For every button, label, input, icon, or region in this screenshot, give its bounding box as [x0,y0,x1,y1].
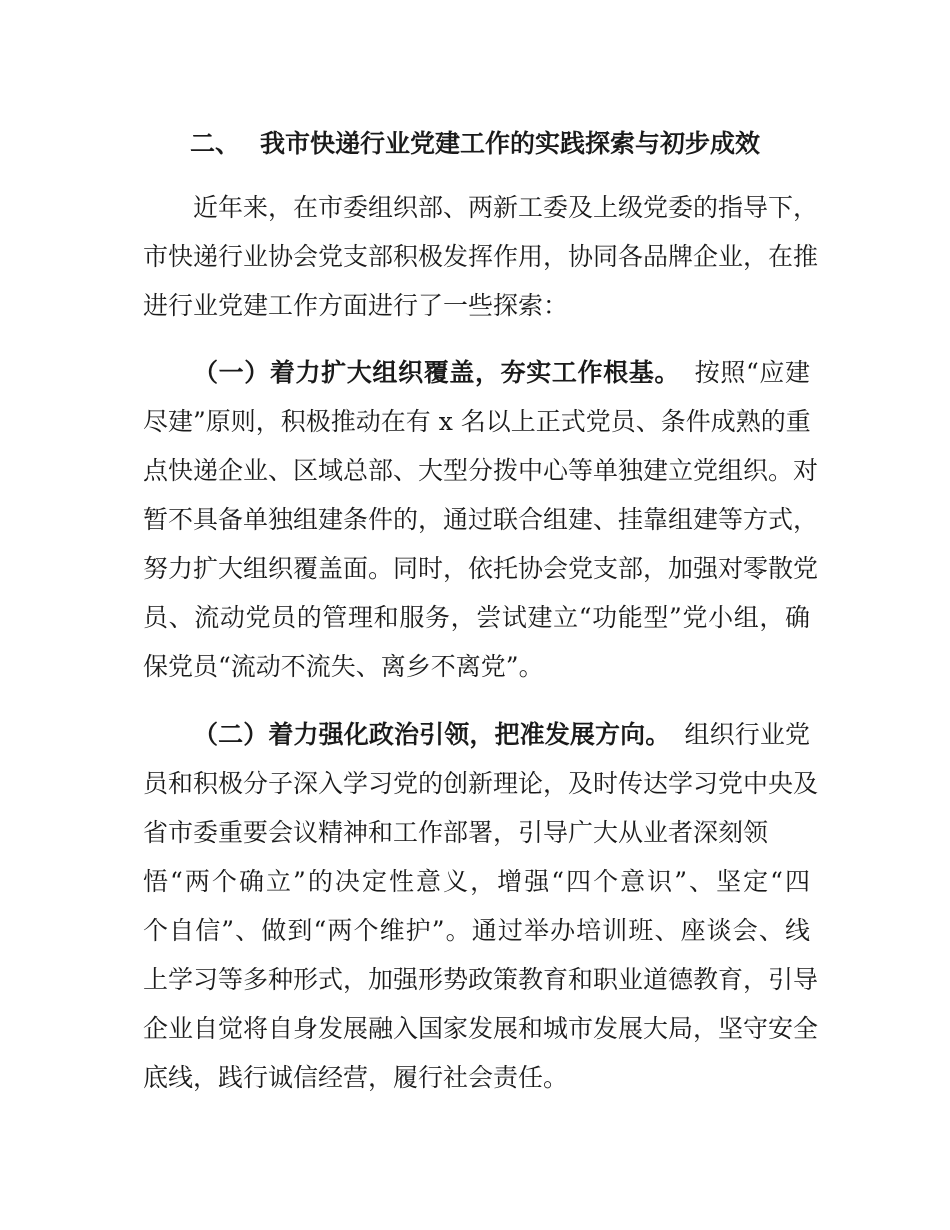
intro-line-1: 近年来，在市委组织部、两新工委及上级党委的指导下， [193,193,819,222]
section2-line-3: 省市委重要会议精神和工作部署，引导广大从业者深刻领 [143,818,769,847]
section2-title: （二）着力强化政治引领，把准发展方向。 [193,720,671,749]
intro-line-3: 进行业党建工作方面进行了一些探索： [143,291,569,320]
section1-line-6: 员、流动党员的管理和服务，尝试建立“功能型”党小组，确 [143,603,810,632]
heading-title: 我市快递行业党建工作的实践探索与初步成效 [260,129,761,158]
intro-line-2: 市快递行业协会党支部积极发挥作用，协同各品牌企业，在推 [143,242,819,271]
section2-line-6: 上学习等多种形式，加强形势政策教育和职业道德教育，引导 [143,965,819,994]
section2-line-5: 个自信”、做到“两个维护”。通过举办培训班、座谈会、线 [143,916,810,945]
section1-line-5: 努力扩大组织覆盖面。同时，依托协会党支部，加强对零散党 [143,554,819,583]
section2-line-7: 企业自觉将自身发展融入国家发展和城市发展大局，坚守安全 [143,1014,819,1043]
section1-line-2: 尽建”原则，积极推动在有 x 名以上正式党员、条件成熟的重 [143,407,811,436]
section1-line-7: 保党员“流动不流失、离乡不离党”。 [143,652,544,681]
section1-first-line-rest: 按照“应建 [694,358,810,387]
section2-first-line-rest: 组织行业党 [684,720,810,749]
section2-line-4: 悟“两个确立”的决定性意义，增强“四个意识”、坚定“四 [143,867,810,896]
section1-line-3: 点快递企业、区域总部、大型分拨中心等单独建立党组织。对 [143,456,819,485]
section1-line-4: 暂不具备单独组建条件的，通过联合组建、挂靠组建等方式， [143,505,819,534]
section2-first-line [193,719,810,751]
section1-first-line [193,357,810,389]
section2-line-8: 底线，践行诚信经营，履行社会责任。 [143,1063,569,1092]
section1-title: （一）着力扩大组织覆盖，夯实工作根基。 [193,358,681,387]
heading-number: 二、 [190,129,241,158]
section-heading [190,128,760,160]
section2-line-2: 员和积极分子深入学习党的创新理论，及时传达学习党中央及 [143,769,819,798]
